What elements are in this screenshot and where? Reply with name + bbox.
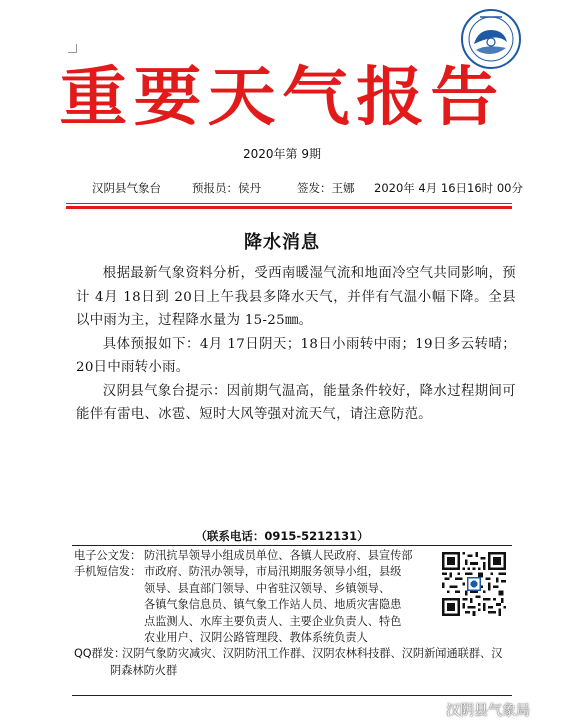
wechat-channel-icon — [420, 702, 442, 718]
header-divider-thick — [66, 206, 512, 209]
email-label: 电子公文发： — [74, 549, 142, 562]
body-paragraph: 具体预报如下：4月 17日阴天；18日小雨转中雨；19日多云转晴；20日中雨转小雨。 — [76, 336, 516, 375]
report-subject: 降水消息 — [244, 232, 320, 253]
meta-signer: 签发：王娜 — [297, 181, 355, 195]
wechat-watermark — [420, 697, 530, 723]
qr-code-icon — [442, 552, 506, 616]
meta-station: 汉阴县气象台 — [92, 181, 161, 195]
body-paragraph: 根据最新气象资料分析，受西南暖湿气流和地面冷空气共同影响，预计 4月 18日到 20日上午我县多降水天气，并伴有气温小幅下降。全县以中雨为主，过程降水量为 15-25㎜。 — [76, 266, 516, 328]
header-divider-thin — [66, 203, 512, 204]
meta-issue-time: 2020年 4月 16日16时 00分 — [374, 181, 523, 195]
distribution-bottom-rule — [72, 695, 512, 696]
sms-line: 各镇气象信息员、镇气象工作站人员、地质灾害隐患 — [144, 598, 402, 612]
meta-forecaster: 预报员：侯丹 — [192, 181, 261, 195]
watermark-text: 汉阴县气象局 — [446, 703, 530, 719]
sms-line: 点监测人、水库主要负责人、主要企业负责人、特色 — [144, 614, 402, 628]
qq-distribution — [74, 646, 514, 662]
sms-line: 农业用户、汉阴公路管理段、教体系统负责人 — [144, 631, 368, 645]
sms-line: 市政府、防汛办领导，市局汛期服务领导小组，县级 — [144, 565, 402, 579]
report-body — [76, 262, 516, 427]
distribution-top-rule — [72, 545, 512, 546]
report-title: 重要天气报告 — [59, 61, 505, 135]
body-paragraph: 汉阴县气象台提示：因前期气温高，能量条件较好，降水过程期间可能伴有雷电、冰雹、短时大风等强对流天气，请注意防范。 — [76, 383, 516, 422]
qq-label: QQ群发： — [74, 647, 126, 661]
sms-label: 手机短信发： — [74, 565, 142, 579]
sms-line: 领导、县直部门领导、中省驻汉领导、乡镇领导、 — [144, 581, 391, 595]
qq-line: 阴森林防火群 — [110, 663, 178, 677]
crop-mark-left — [68, 44, 77, 53]
qq-line: 汉阴气象防灾减灾、汉阴防汛工作群、汉阴农林科技群、汉阴新闻通联群、汉 — [122, 647, 503, 661]
issue-number: 2020年第 9期 — [243, 147, 321, 161]
contact-phone: （联系电话：0915-5212131） — [195, 529, 369, 543]
email-line: 防汛抗旱领导小组成员单位、各镇人民政府、县宣传部 — [144, 549, 413, 562]
